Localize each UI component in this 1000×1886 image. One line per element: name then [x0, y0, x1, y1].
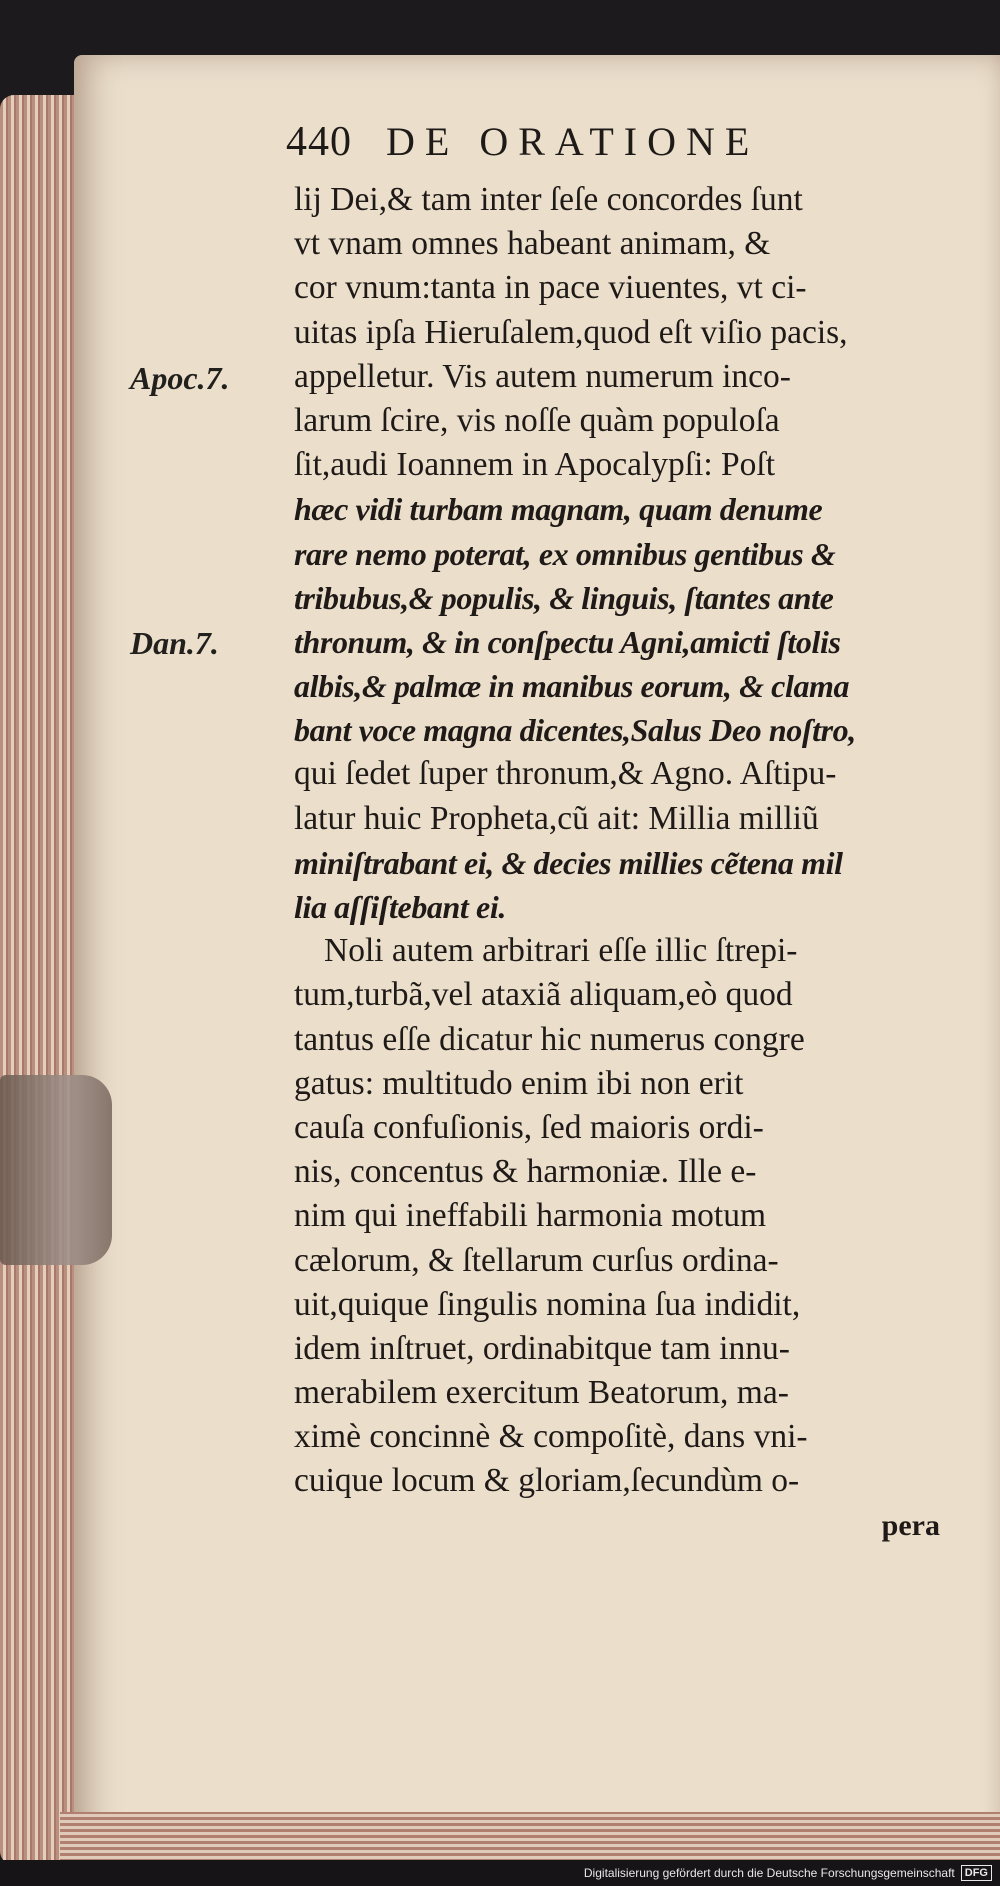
text-line: tum,turbã,vel ataxiã aliquam,eò quod — [294, 976, 793, 1014]
text-line: idem inſtruet, ordinabitque tam innu- — [294, 1329, 790, 1367]
quote-line: hæc vidi turbam magnam, quam denume — [294, 491, 823, 528]
digitization-credit: Digitalisierung gefördert durch die Deutsche Forschungsgemeinschaft — [583, 1866, 955, 1880]
text-line: nis, concentus & harmoniæ. Ille e- — [294, 1153, 757, 1191]
text-line: cuique locum & gloriam,ſecundùm o- — [294, 1462, 800, 1500]
catchword: pera — [881, 1508, 940, 1542]
quote-line: tribubus,& populis, & linguis, ſtantes ante — [294, 579, 834, 616]
quote-line: thronum, & in conſpectu Agni,amicti ſtolis — [294, 623, 841, 660]
text-line: uit,quique ſingulis nomina ſua indidit, — [294, 1285, 801, 1323]
digitization-credit-bar — [0, 1860, 1000, 1886]
quote-line: miniſtrabant ei, & decies millies cẽtena mil — [294, 844, 843, 881]
text-line: lij Dei,& tam inter ſeſe concordes ſunt — [294, 181, 803, 218]
text-line: cælorum, & ſtellarum curſus ordina- — [294, 1241, 779, 1279]
running-title: DE ORATIONE — [386, 119, 760, 164]
text-line: qui ſedet ſuper thronum,& Agno. Aſtipu- — [294, 755, 837, 793]
text-line: cauſa confuſionis, ſed maioris ordi- — [294, 1108, 764, 1146]
text-line: latur huic Propheta,cũ ait: Millia milliũ — [294, 799, 819, 837]
text-line: tantus eſſe dicatur hic numerus congre — [294, 1020, 805, 1058]
page-number: 440 — [286, 119, 352, 165]
page-bottom-edges — [60, 1812, 1000, 1862]
quote-line: bant voce magna dicentes,Salus Deo noſtro, — [294, 712, 856, 749]
text-line: ſit,audi Ioannem in Apocalypſi: Poſt — [294, 446, 776, 484]
text-line: larum ſcire, vis noſſe quàm populoſa — [294, 401, 780, 439]
quote-line: lia aſſiſtebant ei. — [294, 889, 506, 925]
text-line: merabilem exercitum Beatorum, ma- — [294, 1374, 789, 1412]
quote-line: albis,& palmæ in manibus eorum, & clama — [294, 668, 850, 705]
page-clip — [0, 1075, 112, 1265]
text-line: Noli autem arbitrari eſſe illic ſtrepi- — [324, 932, 798, 970]
margin-note-apoc: Apoc.7. — [130, 360, 230, 396]
text-line: vt vnam omnes habeant animam, & — [294, 225, 771, 263]
dfg-logo: DFG — [961, 1865, 992, 1881]
running-head — [286, 118, 846, 178]
text-line: uitas ipſa Hieruſalem,quod eſt viſio pacis, — [294, 313, 848, 351]
text-line: nim qui ineffabili harmonia motum — [294, 1197, 767, 1235]
body-text — [294, 178, 954, 1548]
margin-note-dan: Dan.7. — [130, 625, 219, 661]
quote-line: rare nemo poterat, ex omnibus gentibus & — [294, 535, 836, 572]
text-line: gatus: multitudo enim ibi non erit — [294, 1064, 744, 1102]
text-line: ximè concinnè & compoſitè, dans vni- — [294, 1418, 808, 1456]
text-line: cor vnum:tanta in pace viuentes, vt ci- — [294, 269, 807, 307]
text-line: appelletur. Vis autem numerum inco- — [294, 357, 791, 395]
